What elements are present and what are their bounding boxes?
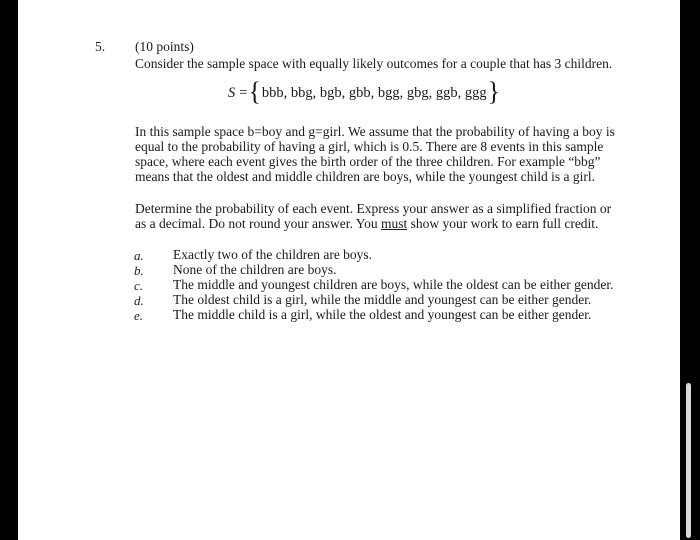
paragraph-line: means that the oldest and middle children are boys, while the youngest child is a girl. [135, 169, 596, 184]
item-letter-a: a. [134, 248, 144, 263]
sample-space-formula [228, 77, 501, 106]
underlined-must: must [380, 216, 408, 231]
paragraph-line: equal to the probability of having a girl, which is 0.5. There are 8 events in this sample [135, 139, 604, 154]
item-text-d: The oldest child is a girl, while the middle and youngest can be either gender. [173, 292, 592, 307]
item-letter-d: d. [134, 293, 144, 308]
paragraph-line: In this sample space b=boy and g=girl. We assume that the probability of having a boy is [135, 124, 615, 139]
left-edge-bar [0, 0, 18, 540]
item-text-c: The middle and youngest children are boys, while the oldest can be either gender. [173, 277, 614, 292]
item-letter-c: c. [134, 278, 144, 293]
item-letter-e: e. [134, 308, 144, 323]
paragraph-instructions [135, 201, 611, 231]
instruction-text: show your work to earn full credit. [407, 216, 599, 231]
item-text-e: The middle child is a girl, while the oldest and youngest can be either gender. [173, 307, 592, 322]
question-number: 5. [95, 39, 106, 54]
paragraph-line: space, where each event gives the birth order of the three children. For example “bbg” [135, 154, 601, 169]
vertical-scrollbar-thumb[interactable] [686, 383, 691, 538]
formula-close-brace: } [487, 77, 501, 106]
formula-open-brace: { [248, 77, 261, 106]
paragraph-sample-space [135, 124, 615, 184]
formula-variable: S [228, 84, 236, 101]
paragraph-line [135, 216, 611, 231]
question-points: (10 points) [135, 39, 194, 54]
formula-equals: = [239, 84, 248, 101]
item-text-b: None of the children are boys. [173, 262, 337, 277]
item-text-a: Exactly two of the children are boys. [173, 247, 373, 262]
question-intro: Consider the sample space with equally likely outcomes for a couple that has 3 children. [135, 56, 613, 71]
instruction-text: as a decimal. Do not round your answer. You [135, 216, 381, 231]
paragraph-line: Determine the probability of each event. Express your answer as a simplified fraction or [135, 201, 612, 216]
document-page [18, 0, 680, 540]
item-letter-b: b. [134, 263, 144, 278]
formula-set-items: bbb, bbg, bgb, gbb, bgg, gbg, ggb, ggg [261, 84, 487, 101]
